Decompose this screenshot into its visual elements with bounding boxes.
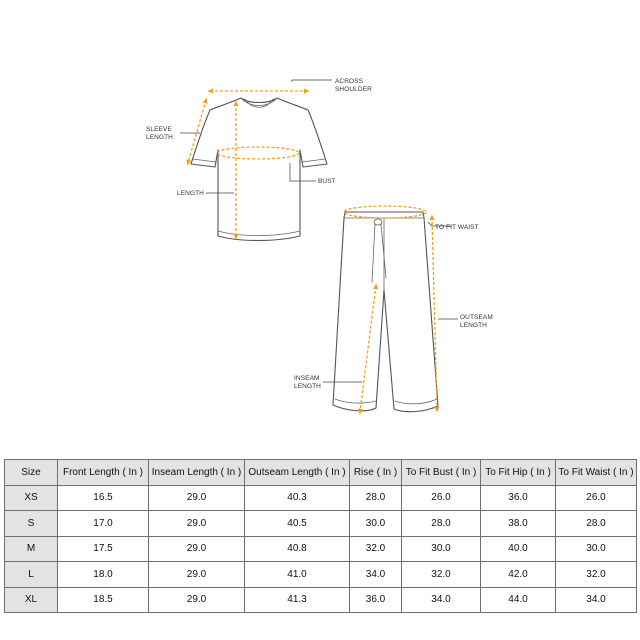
table-cell: 34.0 [402,587,481,613]
header-to-fit-bust: To Fit Bust ( In ) [402,460,481,486]
table-cell: 29.0 [149,511,245,537]
table-cell: 40.3 [245,485,350,511]
table-cell: 29.0 [149,562,245,588]
table-cell: 38.0 [481,511,556,537]
sleeve-length-label-2: LENGTH [146,134,173,141]
table-cell: 17.0 [58,511,149,537]
table-cell: 26.0 [402,485,481,511]
table-cell: 26.0 [556,485,637,511]
table-cell: 40.5 [245,511,350,537]
table-row [5,536,637,562]
length-label: LENGTH [177,190,204,197]
table-row [5,562,637,588]
table-cell: 36.0 [350,587,402,613]
table-cell: 17.5 [58,536,149,562]
table-cell: 30.0 [556,536,637,562]
table-cell: 30.0 [350,511,402,537]
table-cell: 34.0 [556,587,637,613]
header-inseam-length: Inseam Length ( In ) [149,460,245,486]
outseam-length-label-2: LENGTH [460,322,487,329]
header-outseam-length: Outseam Length ( In ) [245,460,350,486]
header-front-length: Front Length ( In ) [58,460,149,486]
inseam-length-label: INSEAM [294,375,320,382]
table-cell: 32.0 [556,562,637,588]
table-cell: 28.0 [402,511,481,537]
size-chart-table [4,459,637,613]
header-to-fit-hip: To Fit Hip ( In ) [481,460,556,486]
table-cell: 28.0 [350,485,402,511]
table-header-row [5,460,637,486]
sleeve-length-label: SLEEVE [146,126,172,133]
across-shoulder-label: ACROSS [335,78,364,85]
table-cell: 32.0 [402,562,481,588]
size-cell: XS [5,485,58,511]
table-cell: 36.0 [481,485,556,511]
table-cell: 16.5 [58,485,149,511]
to-fit-waist-label: TO FIT WAIST [435,224,479,231]
table-cell: 40.8 [245,536,350,562]
table-cell: 28.0 [556,511,637,537]
bust-label: BUST [318,178,336,185]
table-cell: 41.3 [245,587,350,613]
table-cell: 40.0 [481,536,556,562]
size-cell: XL [5,587,58,613]
table-cell: 29.0 [149,536,245,562]
table-cell: 29.0 [149,485,245,511]
header-size: Size [5,460,58,486]
table-cell: 18.5 [58,587,149,613]
outseam-length-label: OUTSEAM [460,314,493,321]
table-row [5,485,637,511]
table-cell: 42.0 [481,562,556,588]
inseam-length-label-2: LENGTH [294,383,321,390]
table-cell: 29.0 [149,587,245,613]
table-cell: 44.0 [481,587,556,613]
table-cell: 41.0 [245,562,350,588]
size-cell: M [5,536,58,562]
table-cell: 18.0 [58,562,149,588]
header-to-fit-waist: To Fit Waist ( In ) [556,460,637,486]
table-row [5,587,637,613]
tshirt-illustration [180,80,332,241]
table-row [5,511,637,537]
size-cell: S [5,511,58,537]
table-cell: 32.0 [350,536,402,562]
header-rise: Rise ( In ) [350,460,402,486]
pants-illustration [323,206,458,412]
table-cell: 30.0 [402,536,481,562]
across-shoulder-label-2: SHOULDER [335,86,372,93]
table-cell: 34.0 [350,562,402,588]
size-cell: L [5,562,58,588]
